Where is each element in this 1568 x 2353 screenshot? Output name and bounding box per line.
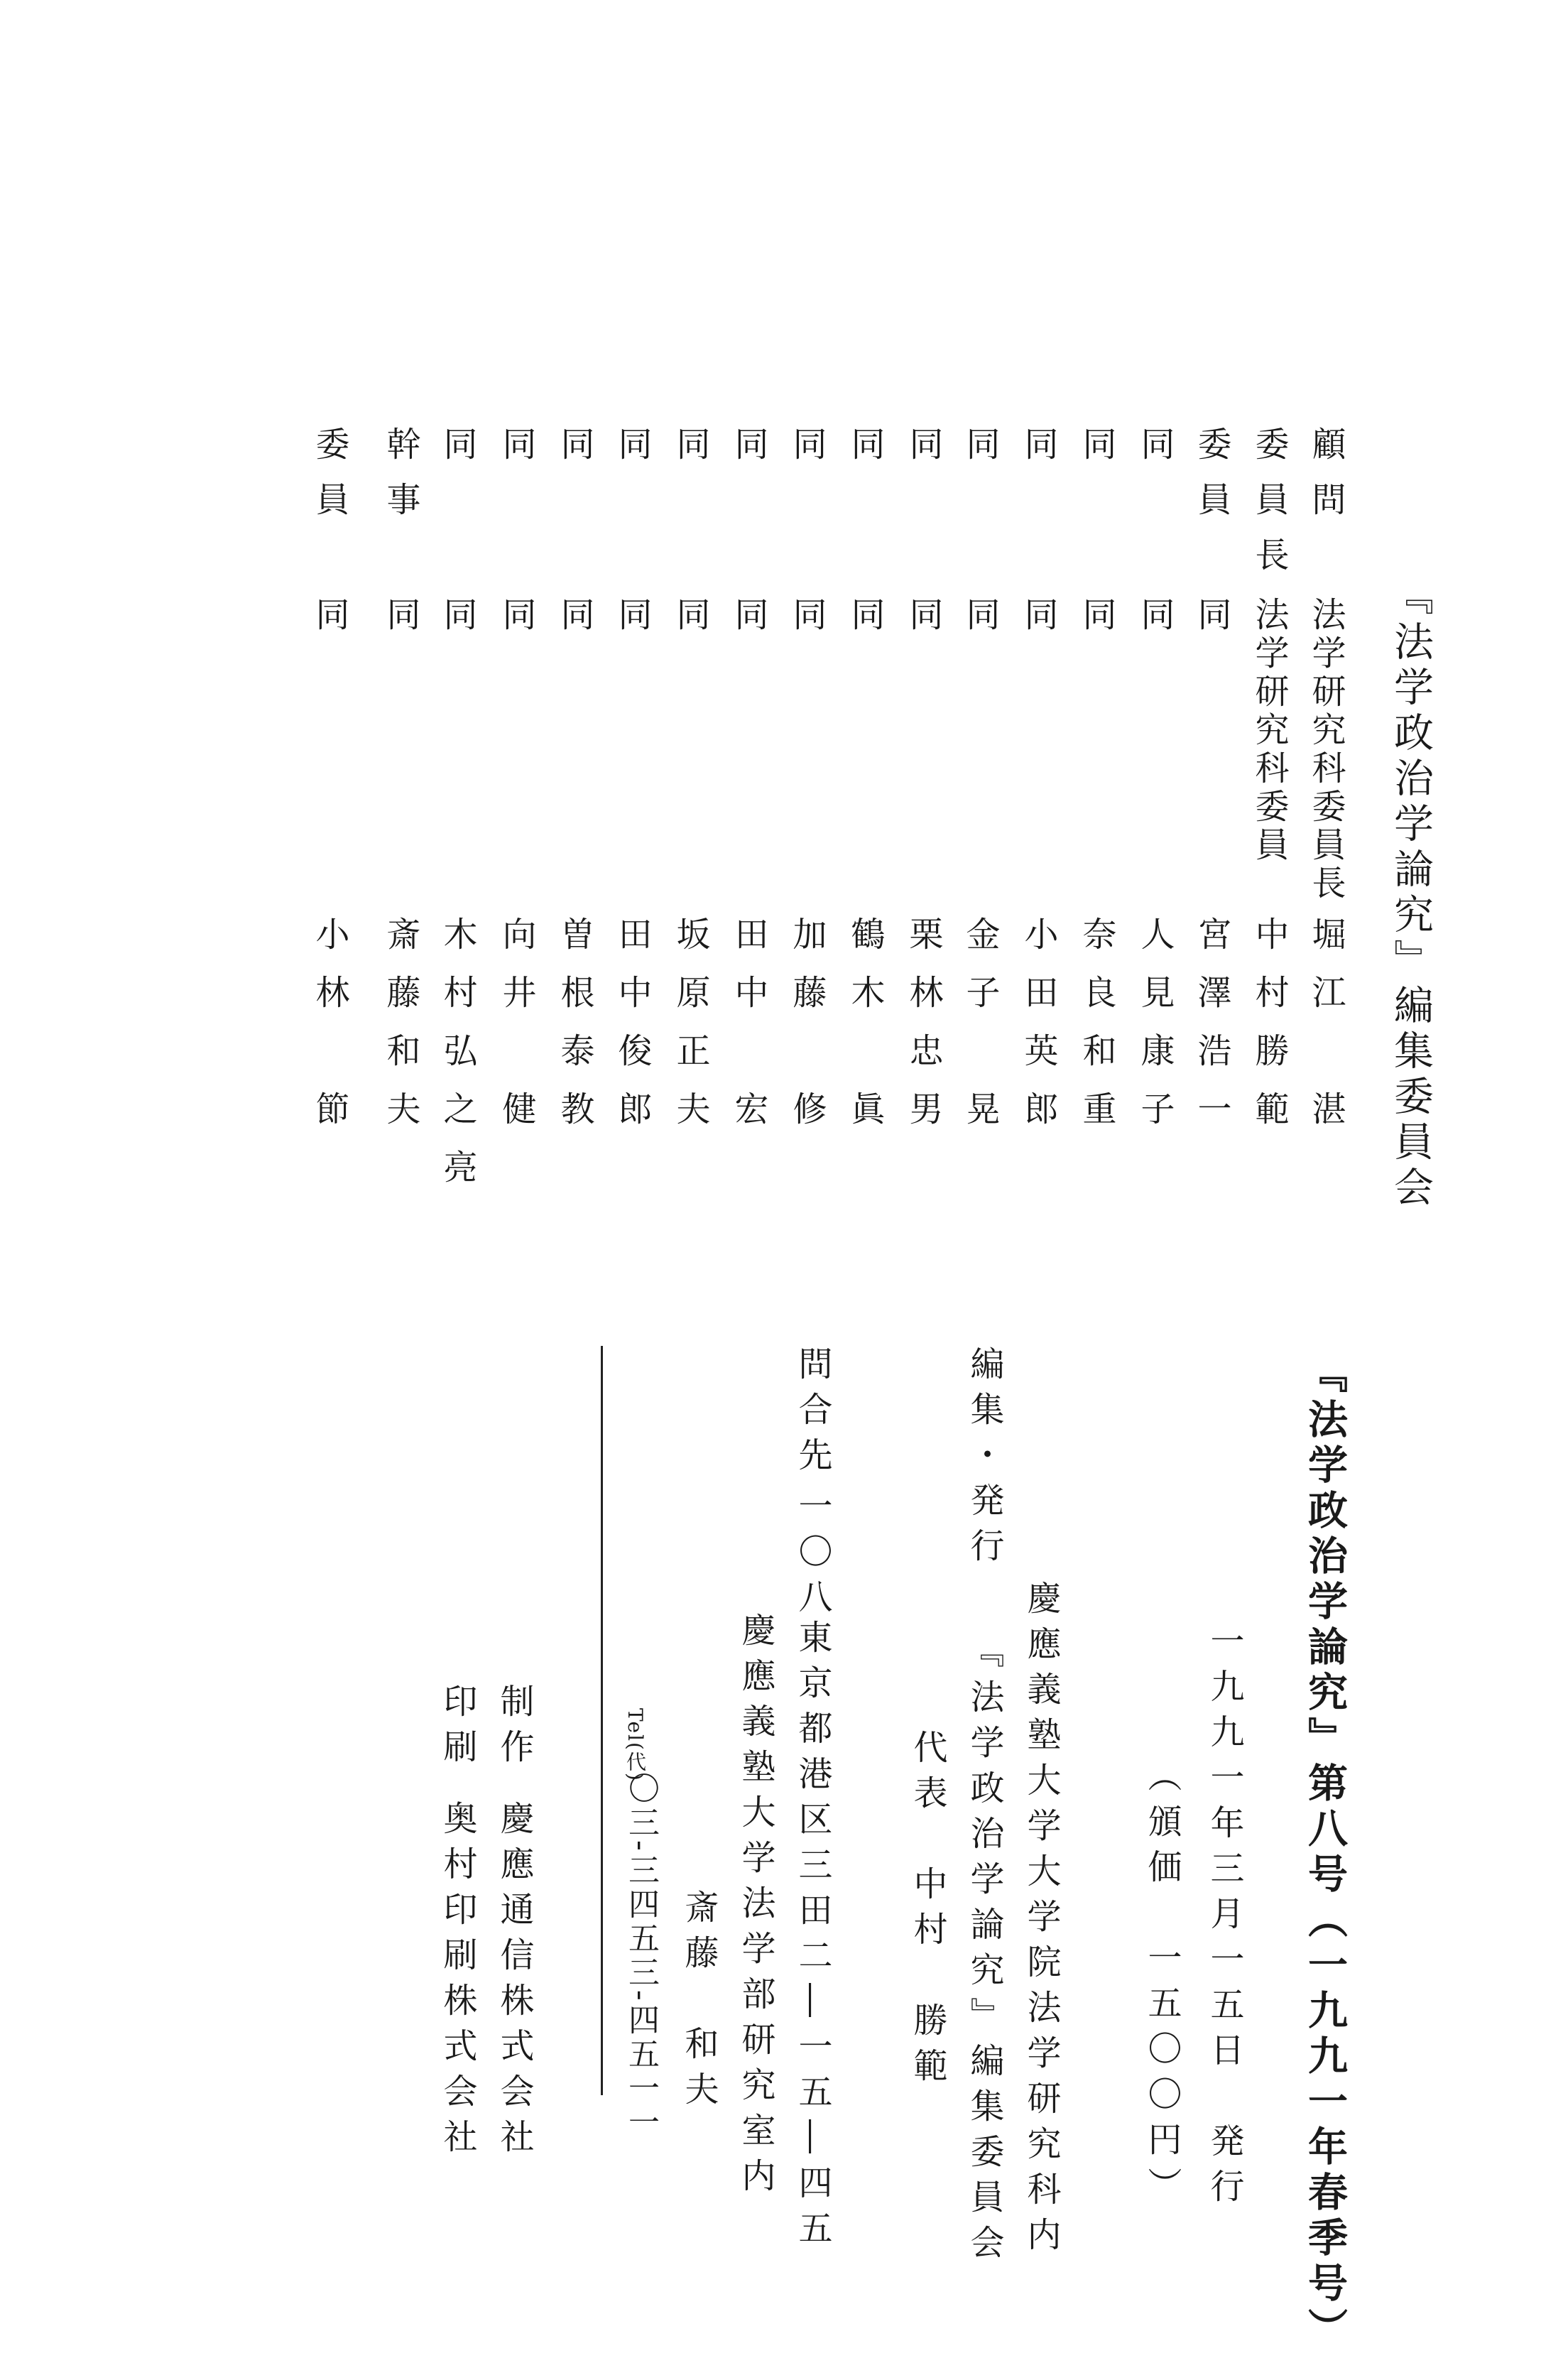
member-role: 同 <box>612 426 652 482</box>
member-role: 同 <box>670 426 710 482</box>
member-name: 小林 節 <box>310 916 349 1149</box>
printing-company: 奥村印刷株式会社 <box>437 1800 477 2164</box>
contact-office: 慶應義塾大学法学部研究室内 <box>736 1612 775 2203</box>
member-title: 同 <box>612 597 652 652</box>
member-name: 田中俊郎 <box>612 916 652 1149</box>
member-role: 委員 <box>310 426 349 537</box>
production-company: 慶應通信株式会社 <box>494 1800 534 2164</box>
member-title: 同 <box>381 597 420 652</box>
member-name: 金子 晃 <box>960 916 1000 1149</box>
member-role: 同 <box>1135 426 1175 482</box>
contact-address: 東京都港区三田二―一五―四五 <box>793 1619 832 2256</box>
issue-date: 一九九一年三月一五日 発行 <box>1204 1623 1244 2214</box>
member-role: 同 <box>729 426 768 482</box>
contact-person: 斎藤 和夫 <box>679 1889 719 2116</box>
member-title: 同 <box>960 597 1000 652</box>
member-role: 同 <box>1018 426 1058 482</box>
member-name: 栗林忠男 <box>903 916 943 1149</box>
member-name: 宮澤浩一 <box>1192 916 1231 1149</box>
member-title: 同 <box>496 597 536 652</box>
publisher-committee: 『法学政治学論究』編集委員会 <box>964 1634 1004 2270</box>
member-name: 奈良和重 <box>1077 916 1116 1149</box>
member-role: 顧問 <box>1306 426 1346 537</box>
member-role: 同 <box>1077 426 1116 482</box>
member-title: 法学研究科委員長 <box>1306 597 1346 903</box>
member-role: 同 <box>845 426 885 482</box>
production-label: 制作 <box>494 1683 534 1774</box>
member-name: 人見康子 <box>1135 916 1175 1149</box>
member-name: 坂原正夫 <box>670 916 710 1149</box>
member-title: 同 <box>787 597 827 652</box>
publisher-org: 慶應義塾大学大学院法学研究科内 <box>1021 1580 1061 2262</box>
price: （頒価 一五〇〇円） <box>1142 1758 1182 2212</box>
contact-postal: 一〇八 <box>793 1488 832 1624</box>
member-title: 法学研究科委員 <box>1249 597 1289 865</box>
member-role: 幹事 <box>381 426 420 537</box>
member-title: 同 <box>903 597 943 652</box>
member-name: 木村弘之亮 <box>437 916 477 1207</box>
member-role: 同 <box>555 426 594 482</box>
member-name: 堀江 湛 <box>1306 916 1346 1149</box>
tel-number: 〇三-三四五三-四五一一 <box>623 1772 659 2140</box>
member-name: 斎藤和夫 <box>381 916 420 1149</box>
colophon-title: 『法学政治学論究』第八号（一九九一年春季号） <box>1302 1353 1349 2353</box>
member-title: 同 <box>1018 597 1058 652</box>
publisher-label: 編集・発行 <box>964 1346 1004 1573</box>
representative: 代表 中村 勝範 <box>908 1729 947 2093</box>
member-title: 同 <box>1077 597 1116 652</box>
member-title: 同 <box>845 597 885 652</box>
member-role: 委員 <box>1192 426 1231 537</box>
member-role: 同 <box>496 426 536 482</box>
member-title: 同 <box>670 597 710 652</box>
committee-title: 『法学政治学論究』編集委員会 <box>1388 575 1434 1212</box>
member-title: 同 <box>310 597 349 652</box>
printing-label: 印刷 <box>437 1683 477 1774</box>
member-name: 曽根泰教 <box>555 916 594 1149</box>
member-title: 同 <box>1135 597 1175 652</box>
member-role: 委員長 <box>1249 426 1289 592</box>
member-role: 同 <box>787 426 827 482</box>
member-title: 同 <box>729 597 768 652</box>
member-name: 加藤 修 <box>787 916 827 1149</box>
member-name: 中村勝範 <box>1249 916 1289 1149</box>
member-name: 鶴木 眞 <box>845 916 885 1149</box>
contact-label: 問合先 <box>793 1346 832 1482</box>
member-title: 同 <box>437 597 477 652</box>
member-title: 同 <box>1192 597 1231 652</box>
member-name: 小田英郎 <box>1018 916 1058 1149</box>
member-role: 同 <box>960 426 1000 482</box>
member-name: 田中 宏 <box>729 916 768 1149</box>
member-role: 同 <box>437 426 477 482</box>
member-role: 同 <box>903 426 943 482</box>
member-title: 同 <box>555 597 594 652</box>
member-name: 向井 健 <box>496 916 536 1149</box>
tel-label: Tel(代) <box>624 1708 647 1782</box>
colophon-divider <box>601 1346 603 2095</box>
